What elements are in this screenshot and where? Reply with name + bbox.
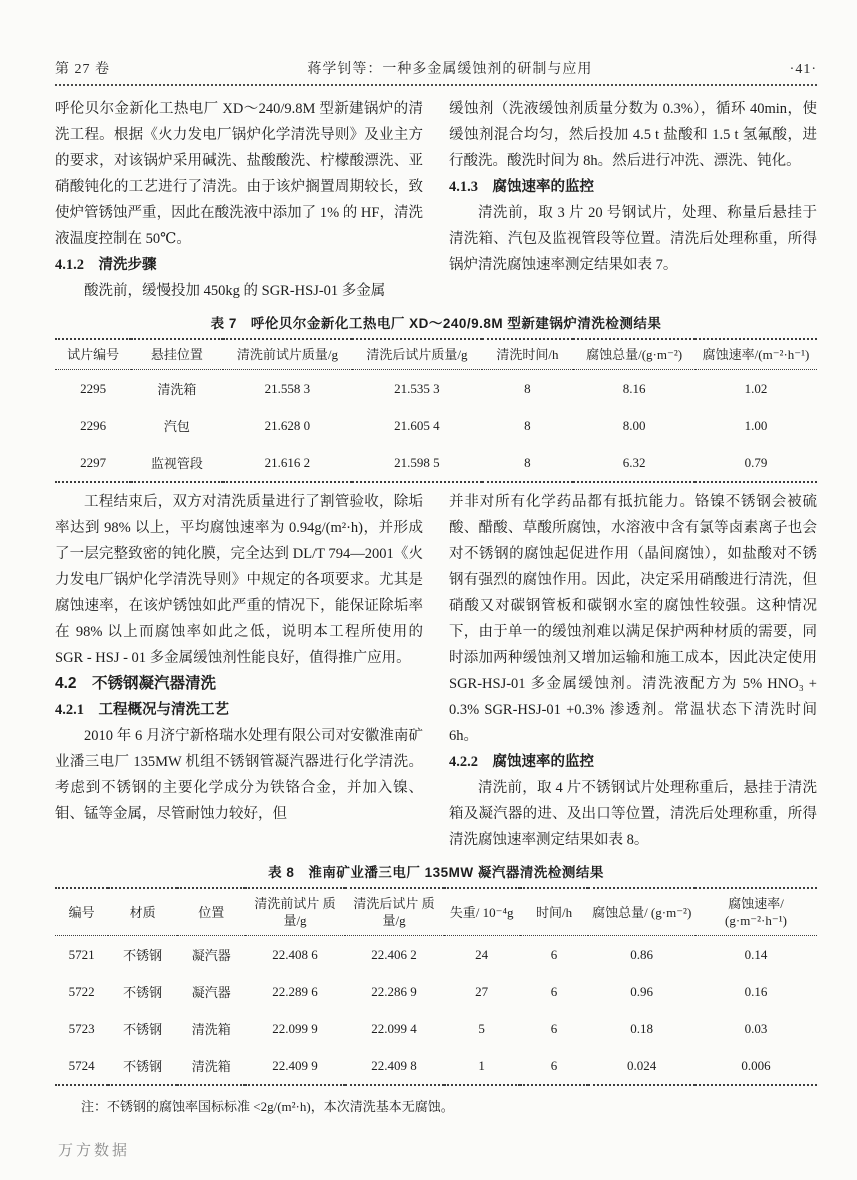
table-cell: 凝汽器: [191, 985, 231, 1000]
table-cell: 清洗箱: [191, 1059, 231, 1074]
table-cell: 8: [524, 454, 531, 470]
column-header: 腐蚀速率/ (g·m⁻²·h⁻¹): [725, 896, 787, 928]
table-8-footnote: 注：不锈钢的腐蚀率国标标准 <2g/(m²·h)，本次清洗基本无腐蚀。: [81, 1099, 454, 1114]
table-row: [55, 973, 817, 1010]
table-cell: 8: [524, 380, 531, 396]
right-column-mid: [449, 489, 817, 853]
heading-4-2: 4.2 不锈钢凝汽器清洗: [55, 675, 217, 692]
header-rule: [55, 84, 817, 86]
table-header-row: [55, 339, 817, 370]
volume-label: 第 27 卷: [55, 62, 110, 77]
table-cell: 21.605 4: [394, 417, 440, 433]
column-header: 位置: [198, 904, 225, 920]
left-column-top: [55, 96, 423, 304]
table-cell: 清洗箱: [191, 1022, 231, 1037]
wanfang-watermark: 万方数据: [58, 1142, 131, 1159]
table-cell: 0.18: [630, 1020, 654, 1036]
column-header: 腐蚀总量/ (g·m⁻²): [592, 904, 692, 920]
table-cell: 5722: [68, 983, 95, 999]
table-cell: 不锈钢: [123, 948, 163, 963]
paragraph: 清洗前，取 3 片 20 号钢试片，处理、称量后悬挂于清洗箱、汽包及监视管段等位置。清洗后处理称重，所得锅炉清洗腐蚀速率测定结果如表 7。: [449, 205, 817, 273]
table-cell: 6: [550, 983, 558, 999]
heading-4-2-2: 4.2.2 腐蚀速率的监控: [449, 754, 594, 770]
paragraph: 2010 年 6 月济宁新格瑞水处理有限公司对安徽淮南矿业潘三电厂 135MW 机组不锈钢管凝汽器进行化学清洗。考虑到不锈钢的主要化学成分为铁铬合金，并加入镍、钼、锰等金属，尽管耐蚀力较好，但: [55, 728, 423, 822]
table-cell: 清洗箱: [157, 382, 197, 397]
column-header: 腐蚀总量/(g·m⁻²): [586, 347, 683, 362]
table-row: [55, 444, 817, 482]
heading-4-1-2: 4.1.2 清洗步骤: [55, 257, 157, 273]
table-7-grid: [55, 338, 817, 483]
left-column-mid: [55, 489, 423, 853]
table-cell: 0.14: [744, 946, 768, 962]
table-cell: 0.86: [630, 946, 654, 962]
table-cell: 监视管段: [150, 456, 203, 471]
table-cell: 27: [475, 983, 489, 999]
table-row: [55, 1047, 817, 1085]
column-header: 清洗时间/h: [496, 347, 559, 362]
table-cell: 不锈钢: [123, 1022, 163, 1037]
table-row: [55, 407, 817, 444]
table-cell: 6: [550, 1020, 558, 1036]
heading-4-2-1: 4.2.1 工程概况与清洗工艺: [55, 702, 229, 718]
section-42-columns: [55, 489, 817, 853]
table-cell: 2296: [80, 417, 107, 433]
table-cell: 2297: [80, 454, 107, 470]
paragraph: 呼伦贝尔金新化工热电厂 XD～240/9.8M 型新建锅炉的清洗工程。根据《火力发电厂锅炉化学清洗导则》及业主方的要求，对该锅炉采用碱洗、盐酸酸洗、柠檬酸漂洗、亚硝酸钝化的工艺进行了清洗。由于该炉搁置周期较长，致使炉管锈蚀严重，因此在酸洗液中添加了 1% 的 HF，清洗液温度控制在 50℃。: [55, 101, 423, 247]
table-cell: 0.16: [744, 983, 768, 999]
table-row: [55, 936, 817, 974]
table-cell: 6.32: [622, 454, 646, 470]
column-header: 悬挂位置: [150, 347, 203, 362]
table-cell: 22.286 9: [371, 983, 417, 999]
column-header: 时间/h: [535, 904, 573, 920]
table-header-row: [55, 888, 817, 936]
table-cell: 22.099 9: [272, 1020, 318, 1036]
paragraph: 缓蚀剂（洗液缓蚀剂质量分数为 0.3%），循环 40min，使缓蚀剂混合均匀，然后投加 4.5 t 盐酸和 1.5 t 氢氟酸，进行酸洗。酸洗时间为 8h。然后进行冲洗、漂洗、钝化。: [449, 101, 817, 169]
table-cell: 8: [524, 417, 531, 433]
table-row: [55, 370, 817, 408]
paragraph: 工程结束后，双方对清洗质量进行了割管验收，除垢率达到 98% 以上，平均腐蚀速率为 0.94g/(m²·h)，并形成了一层完整致密的钝化膜，完全达到 DL/T 794—2001《火力发电厂锅炉化学清洗导则》中规定的各项要求。尤其是腐蚀速率，在该炉锈蚀如此严重的情况下，能保证除垢率在 98% 以上而腐蚀率如此之低，说明本工程所使用的 SGR - HSJ - 01 多金属缓蚀剂性能良好，值得推广应用。: [55, 494, 423, 666]
table-cell: 8.00: [622, 417, 646, 433]
table-row: [55, 1010, 817, 1047]
column-header: 材质: [129, 904, 156, 920]
table-cell: 汽包: [163, 419, 190, 434]
table-cell: 0.96: [630, 983, 654, 999]
table-cell: 8.16: [622, 380, 646, 396]
table-cell: 22.409 9: [272, 1057, 318, 1073]
paragraph: 并非对所有化学药品都有抵抗能力。铬镍不锈钢会被硫酸、醋酸、草酸所腐蚀，水溶液中含有氯等卤素离子也会对不锈钢的腐蚀起促进作用（晶间腐蚀），如盐酸对不锈钢有强烈的腐蚀作用。因此，决定采用硝酸进行清洗，但硝酸又对碳钢管板和碳钢水室的腐蚀性较强。这种情况下，由于单一的缓蚀剂难以满足保护两种材质的需要，同时添加两种缓蚀剂又增加运输和施工成本，因此决定使用 SGR-HSJ-01 多金属缓蚀剂。清洗液配方为 5% HNO₃ + 0.3% SGR-HSJ-01 +0.3% 渗透剂。常温状态下清洗时间 6h。: [449, 494, 817, 744]
table-8: [55, 861, 817, 1086]
column-header: 清洗前试片质量/g: [236, 347, 338, 362]
table-cell: 1.02: [744, 380, 768, 396]
table-cell: 22.408 6: [272, 946, 318, 962]
table-8-grid: [55, 887, 817, 1086]
table-8-caption: 表 8 淮南矿业潘三电厂 135MW 凝汽器清洗检测结果: [268, 865, 604, 880]
column-header: 清洗后试片 质量/g: [353, 896, 435, 928]
column-header: 清洗前试片 质量/g: [254, 896, 336, 928]
table-cell: 21.558 3: [264, 380, 311, 396]
paragraph: 酸洗前，缓慢投加 450kg 的 SGR-HSJ-01 多金属: [84, 283, 386, 299]
table-cell: 2295: [80, 380, 107, 396]
table-cell: 21.535 3: [394, 380, 440, 396]
table-cell: 22.406 2: [371, 946, 417, 962]
table-cell: 24: [475, 946, 489, 962]
column-header: 腐蚀速率/(m⁻²·h⁻¹): [702, 347, 810, 362]
table-cell: 不锈钢: [123, 1059, 163, 1074]
table-cell: 0.03: [744, 1020, 768, 1036]
page-number: ·41·: [789, 62, 817, 77]
table-cell: 1: [478, 1057, 485, 1073]
running-title: 蒋学钊等：一种多金属缓蚀剂的研制与应用: [307, 62, 593, 77]
paragraph: 清洗前，取 4 片不锈钢试片处理称重后，悬挂于清洗箱及凝汽器的进、及出口等位置，清洗后处理称重，所得清洗腐蚀速率测定结果如表 8。: [449, 780, 817, 848]
table-cell: 21.598 5: [394, 454, 440, 470]
section-41-columns: [55, 96, 817, 304]
table-cell: 6: [550, 946, 558, 962]
table-cell: 5: [478, 1020, 485, 1036]
column-header: 试片编号: [67, 347, 120, 362]
table-cell: 22.409 8: [371, 1057, 417, 1073]
table-cell: 不锈钢: [123, 985, 163, 1000]
table-cell: 22.099 4: [371, 1020, 417, 1036]
table-cell: 5724: [68, 1057, 95, 1073]
table-cell: 5723: [68, 1020, 95, 1036]
column-header: 编号: [68, 904, 95, 920]
table-7: [55, 312, 817, 483]
running-header: [55, 58, 817, 78]
table-cell: 0.79: [744, 454, 768, 470]
column-header: 清洗后试片质量/g: [366, 347, 468, 362]
table-cell: 22.289 6: [272, 983, 318, 999]
table-cell: 0.024: [627, 1057, 657, 1073]
table-cell: 1.00: [744, 417, 768, 433]
table-7-caption: 表 7 呼伦贝尔金新化工热电厂 XD～240/9.8M 型新建锅炉清洗检测结果: [210, 316, 662, 331]
table-cell: 5721: [68, 946, 95, 962]
table-cell: 0.006: [741, 1057, 771, 1073]
table-cell: 凝汽器: [191, 948, 231, 963]
table-cell: 21.628 0: [264, 417, 311, 433]
table-cell: 21.616 2: [264, 454, 311, 470]
right-column-top: [449, 96, 817, 304]
column-header: 失重/ 10⁻⁴g: [449, 904, 514, 920]
table-cell: 6: [550, 1057, 558, 1073]
heading-4-1-3: 4.1.3 腐蚀速率的监控: [449, 179, 594, 195]
